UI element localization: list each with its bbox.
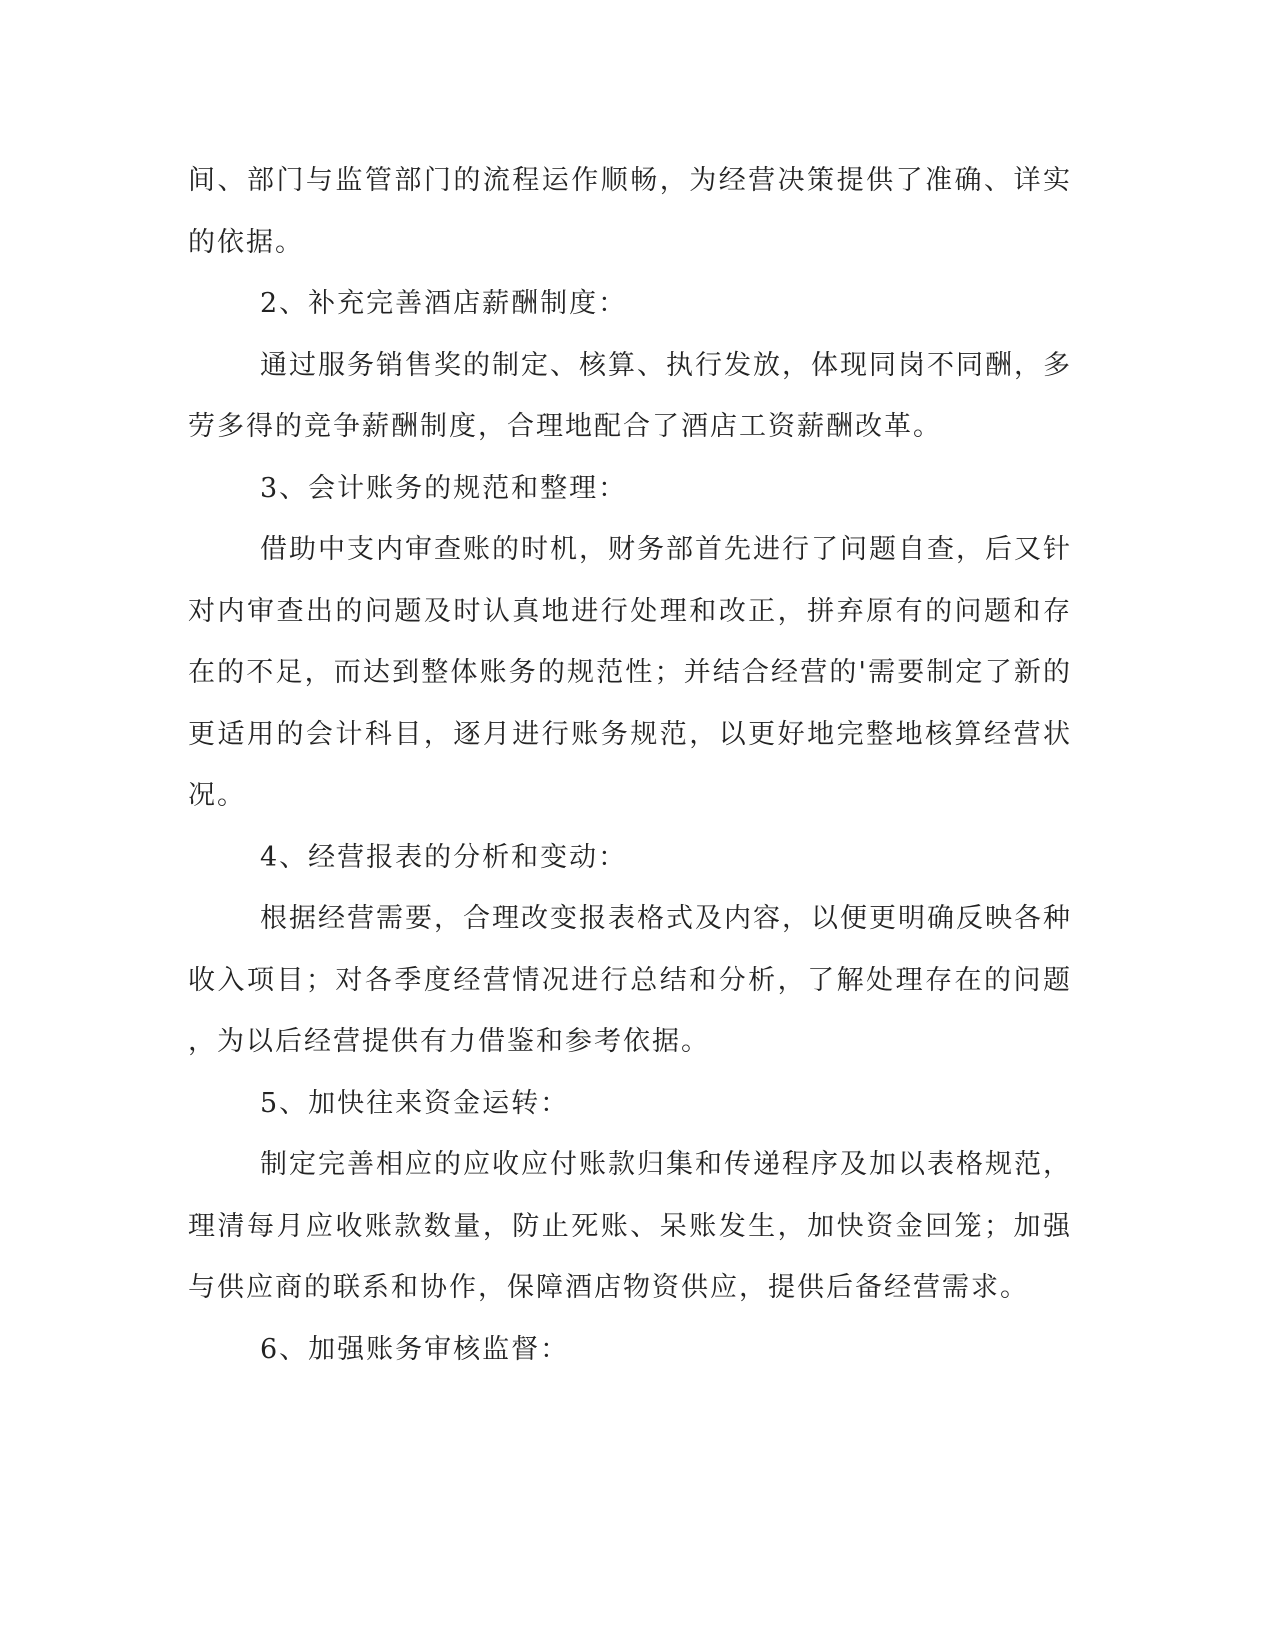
text-line: 更适用的会计科目，逐月进行账务规范，以更好地完整地核算经营状 xyxy=(188,718,1070,750)
text-line: ，为以后经营提供有力借鉴和参考依据。 xyxy=(188,1026,710,1057)
section-heading: 5、加快往来资金运转： xyxy=(260,1087,570,1119)
text-line: 根据经营需要，合理改变报表格式及内容，以便更明确反映各种 xyxy=(260,903,1070,934)
document-body xyxy=(188,150,1070,1380)
text-line: 间、部门与监管部门的流程运作顺畅，为经营决策提供了准确、详实 xyxy=(188,165,1070,196)
text-line: 借助中支内审查账的时机，财务部首先进行了问题自查，后又针 xyxy=(260,534,1070,565)
text-line: 与供应商的联系和协作，保障酒店物资供应，提供后备经营需求。 xyxy=(188,1272,1029,1303)
text-line: 理清每月应收账款数量，防止死账、呆账发生，加快资金回笼；加强 xyxy=(188,1210,1070,1242)
text-line: 制定完善相应的应收应付账款归集和传递程序及加以表格规范， xyxy=(260,1149,1070,1180)
section-heading: 2、补充完善酒店薪酬制度： xyxy=(260,288,628,319)
section-heading: 6、加强账务审核监督： xyxy=(260,1333,570,1365)
text-line: 通过服务销售奖的制定、核算、执行发放，体现同岗不同酬，多 xyxy=(260,349,1070,381)
section-heading: 4、经营报表的分析和变动： xyxy=(260,841,628,873)
text-line: 的依据。 xyxy=(188,226,304,258)
text-line: 对内审查出的问题及时认真地进行处理和改正，拼弃原有的问题和存 xyxy=(188,595,1070,627)
text-line: 收入项目；对各季度经营情况进行总结和分析，了解处理存在的问题 xyxy=(188,964,1070,996)
text-line: 况。 xyxy=(188,780,246,811)
text-line: 劳多得的竞争薪酬制度，合理地配合了酒店工资薪酬改革。 xyxy=(188,411,942,442)
text-line: 在的不足，而达到整体账务的规范性；并结合经营的'需要制定了新的 xyxy=(188,657,1070,688)
section-heading: 3、会计账务的规范和整理： xyxy=(260,472,628,504)
